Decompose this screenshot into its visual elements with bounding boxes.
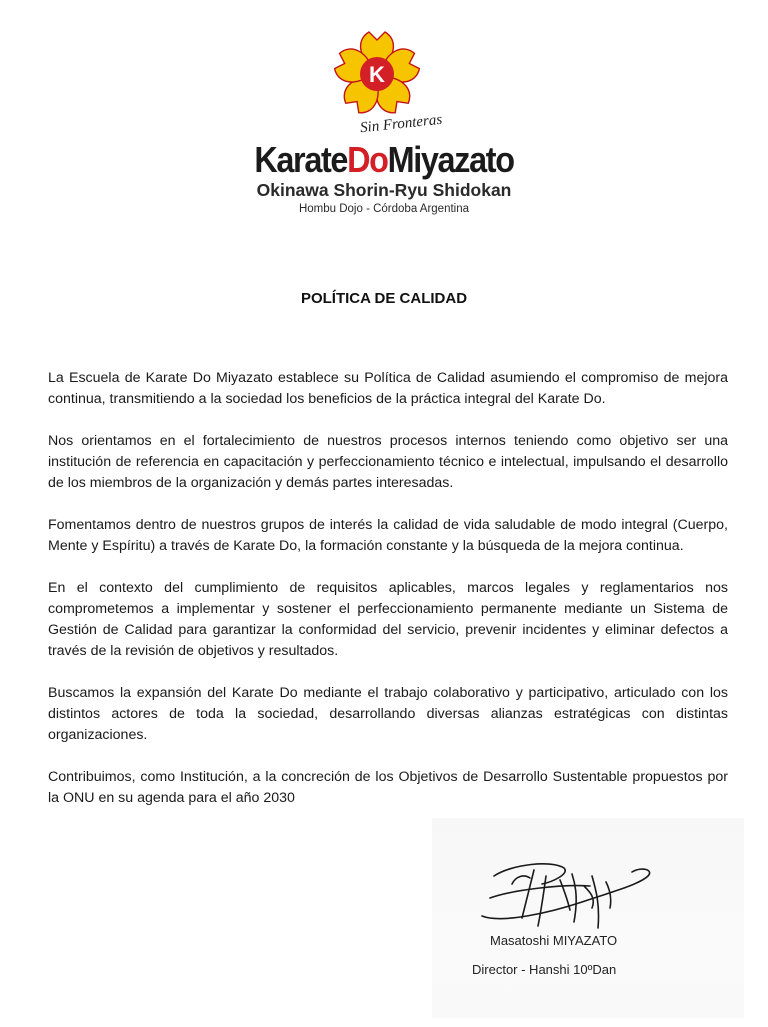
paragraph: En el contexto del cumplimiento de requisitos aplicables, marcos legales y reglamentarios nos comprometemos a implementar y sostener el perfeccionamiento permanente mediante un Sistema de Gestión de Calidad para garantizar la conformidad del servicio, prevenir incidentes y eliminar defectos a través de la revisión de objetivos y resultados. (48, 580, 728, 659)
paragraph: Buscamos la expansión del Karate Do mediante el trabajo colaborativo y participativo, articulado con los distintos actores de toda la sociedad, desarrollando diversas alianzas estratégicas con distintas organizaciones. (48, 685, 728, 743)
paragraph: Nos orientamos en el fortalecimiento de nuestros procesos internos teniendo como objetivo ser una institución de referencia en capacitación y perfeccionamiento técnico e intelectual, impulsando el desarrollo de los miembros de la organización y demás partes interesadas. (48, 433, 728, 491)
logo-subtitle: Okinawa Shorin-Ryu Shidokan (256, 180, 512, 200)
badge-letter: K (369, 62, 385, 87)
signature-block (432, 818, 744, 1018)
brand-do: Do (347, 139, 388, 180)
logo-brand (38, 140, 729, 180)
signatory-name: Masatoshi MIYAZATO (490, 933, 618, 948)
logo-tagline: Sin Fronteras (359, 111, 443, 137)
logo-location: Hombu Dojo - Córdoba Argentina (298, 203, 470, 215)
paragraph: La Escuela de Karate Do Miyazato establece su Política de Calidad asumiendo el compromiso de mejora continua, transmitiendo a la sociedad los beneficios de la práctica integral del Karate Do. (48, 370, 728, 407)
paragraph: Fomentamos dentro de nuestros grupos de interés la calidad de vida saludable de modo integral (Cuerpo, Mente y Espíritu) a través de Karate Do, la formación constante y la búsqueda de la mejora continua. (48, 517, 728, 554)
sakura-flower-icon (334, 28, 420, 118)
brand-miyazato: Miyazato (387, 139, 514, 180)
signatory-role: Director - Hanshi 10ºDan (472, 962, 617, 977)
document-title: POLÍTICA DE CALIDAD (300, 290, 468, 307)
document-body (48, 368, 728, 809)
handwritten-signature (472, 846, 662, 936)
logo (0, 28, 768, 223)
brand-karate: Karate (254, 139, 348, 180)
paragraph: Contribuimos, como Institución, a la concreción de los Objetivos de Desarrollo Sustentable propuestos por la ONU en su agenda para el año 2030 (48, 769, 728, 806)
